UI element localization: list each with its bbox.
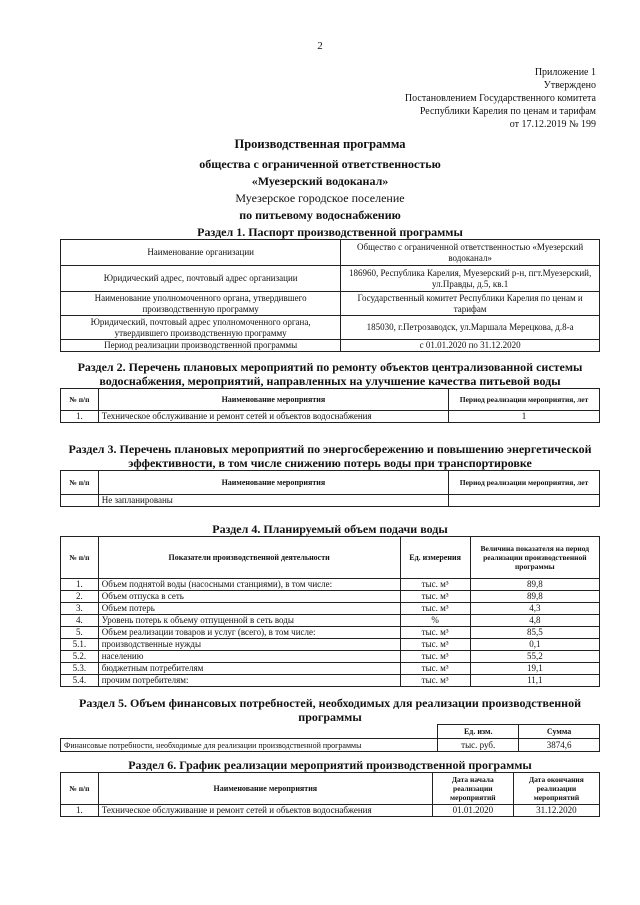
row-value: 4,3 [470,603,599,615]
col-unit: Ед. измерения [400,537,470,579]
row-name: Техническое обслуживание и ремонт сетей и объектов водоснабжения [98,411,448,423]
finance-table [60,724,600,752]
row-unit: тыс. м³ [400,603,470,615]
row-indicator: производственные нужды [98,639,400,651]
passport-value: 186960, Республика Карелия, Муезерский р-н, пгт.Муезерский, ул.Правды, д.5, кв.1 [341,266,600,292]
row-number: 5.3. [61,663,99,675]
col-number: № п/п [61,389,99,411]
table-row [61,805,600,817]
row-indicator: Объем поднятой воды (насосными станциями), в том числе: [98,579,400,591]
table-row [61,675,600,687]
row-number: 3. [61,603,99,615]
document-title [0,136,640,224]
table-row [61,495,600,507]
row-unit: тыс. м³ [400,579,470,591]
table-row [61,615,600,627]
table-row [61,739,600,752]
table-row [61,603,600,615]
passport-value: с 01.01.2020 по 31.12.2020 [341,340,600,352]
title-line-3: «Муезерский водоканал» [251,174,389,188]
col-name: Наименование мероприятия [98,773,432,805]
table-row [61,411,600,423]
row-value: 0,1 [470,639,599,651]
section-2 [60,360,600,423]
section-6-heading: Раздел 6. График реализации мероприятий производственной программы [128,758,532,772]
section-2-heading: Раздел 2. Перечень плановых мероприятий по ремонту объектов централизованной системы водоснабжения, мероприятий, направленных на улучшение качества питьевой воды [77,360,583,388]
passport-value: 185030, г.Петрозаводск, ул.Маршала Мерецкова, д.8-а [341,316,600,340]
col-number: № п/п [61,471,99,495]
col-number: № п/п [61,537,99,579]
row-number: 5.4. [61,675,99,687]
row-unit: тыс. м³ [400,651,470,663]
row-unit: тыс. м³ [400,591,470,603]
table-row [61,591,600,603]
row-indicator: бюджетным потребителям [98,663,400,675]
table-row [61,579,600,591]
section-4-heading: Раздел 4. Планируемый объем подачи воды [212,522,448,536]
row-end-date: 31.12.2020 [513,805,599,817]
row-name: Не запланированы [98,495,448,507]
row-sum: 3874,6 [519,739,600,752]
passport-label: Наименование организации [61,240,341,266]
row-number: 5.1. [61,639,99,651]
table-row [61,316,600,340]
passport-label: Юридический, почтовый адрес уполномоченного органа, утвердившего производственную программу [61,316,341,340]
row-unit: тыс. м³ [400,663,470,675]
table-row [61,340,600,352]
page-number: 2 [317,40,323,52]
passport-value: Общество с ограниченной ответственностью «Муезерский водоканал» [341,240,600,266]
row-period [449,495,600,507]
schedule-table [60,772,600,817]
empty-header-cell [61,725,438,739]
passport-table [60,239,600,352]
table-row [61,240,600,266]
row-number [61,495,99,507]
col-name: Наименование мероприятия [98,471,448,495]
col-sum: Сумма [519,725,600,739]
row-number: 4. [61,615,99,627]
row-indicator: населению [98,651,400,663]
row-value: 19,1 [470,663,599,675]
passport-value: Государственный комитет Республики Карелия по ценам и тарифам [341,292,600,316]
col-value: Величина показателя на период реализации производственной программы [470,537,599,579]
col-name: Наименование мероприятия [98,389,448,411]
table-header-row [61,471,600,495]
row-unit: тыс. м³ [400,639,470,651]
section-3 [60,442,600,507]
section-6 [60,758,600,817]
title-line-2: общества с ограниченной ответственностью [199,157,441,171]
row-value: 85,5 [470,627,599,639]
col-end-date: Дата окончания реализации мероприятий [513,773,599,805]
table-header-row [61,537,600,579]
row-indicator: прочим потребителям: [98,675,400,687]
row-value: 89,8 [470,591,599,603]
title-line-1: Производственная программа [234,137,406,151]
row-number: 1. [61,411,99,423]
col-period: Период реализации мероприятия, лет [449,389,600,411]
row-unit: тыс. руб. [438,739,519,752]
row-value: 55,2 [470,651,599,663]
row-number: 5. [61,627,99,639]
row-number: 2. [61,591,99,603]
table-row [61,639,600,651]
table-row [61,651,600,663]
water-volume-table [60,536,600,687]
passport-label: Юридический адрес, почтовый адрес организации [61,266,341,292]
repair-table [60,388,600,423]
resolution-date: от 17.12.2019 № 199 [509,119,596,130]
row-value: 4,8 [470,615,599,627]
row-value: 89,8 [470,579,599,591]
energy-table [60,470,600,507]
section-5-heading: Раздел 5. Объем финансовых потребностей, необходимых для реализации производственной программы [78,696,582,724]
table-row [61,292,600,316]
col-start-date: Дата начала реализации мероприятий [432,773,513,805]
table-header-row [61,725,600,739]
row-number: 1. [61,579,99,591]
row-period: 1 [449,411,600,423]
title-line-5: по питьевому водоснабжению [239,208,401,222]
table-header-row [61,773,600,805]
section-1 [60,225,600,352]
col-number: № п/п [61,773,99,805]
row-indicator: Объем потерь [98,603,400,615]
table-row [61,627,600,639]
title-line-4: Муезерское городское поселение [235,191,405,205]
table-row [61,663,600,675]
row-value: 11,1 [470,675,599,687]
row-number: 1. [61,805,99,817]
table-row [61,266,600,292]
passport-label: Наименование уполномоченного органа, утвердившего производственную программу [61,292,341,316]
row-unit: % [400,615,470,627]
row-indicator: Объем отпуска в сеть [98,591,400,603]
passport-label: Период реализации производственной программы [61,340,341,352]
row-indicator: Объем реализации товаров и услуг (всего), в том числе: [98,627,400,639]
section-5 [60,696,600,752]
row-name: Техническое обслуживание и ремонт сетей и объектов водоснабжения [98,805,432,817]
row-unit: тыс. м³ [400,675,470,687]
row-start-date: 01.01.2020 [432,805,513,817]
row-indicator: Уровень потерь к объему отпущенной в сеть воды [98,615,400,627]
section-3-heading: Раздел 3. Перечень плановых мероприятий по энергосбережению и повышению энергетической эффективности, в том числе снижению потерь воды при транспортировке [68,442,592,470]
table-header-row [61,389,600,411]
approved-label: Утверждено [543,80,596,91]
col-unit: Ед. изм. [438,725,519,739]
row-name: Финансовые потребности, необходимые для реализации производственной программы [61,739,438,752]
appendix-label: Приложение 1 [534,67,596,78]
col-indicator: Показатели производственной деятельности [98,537,400,579]
committee-label: Республики Карелия по ценам и тарифам [419,106,596,117]
section-4 [60,522,600,687]
section-1-heading: Раздел 1. Паспорт производственной программы [197,225,463,239]
row-unit: тыс. м³ [400,627,470,639]
resolution-label: Постановлением Государственного комитета [404,93,596,104]
approval-block [405,66,596,131]
col-period: Период реализации мероприятия, лет [449,471,600,495]
row-number: 5.2. [61,651,99,663]
